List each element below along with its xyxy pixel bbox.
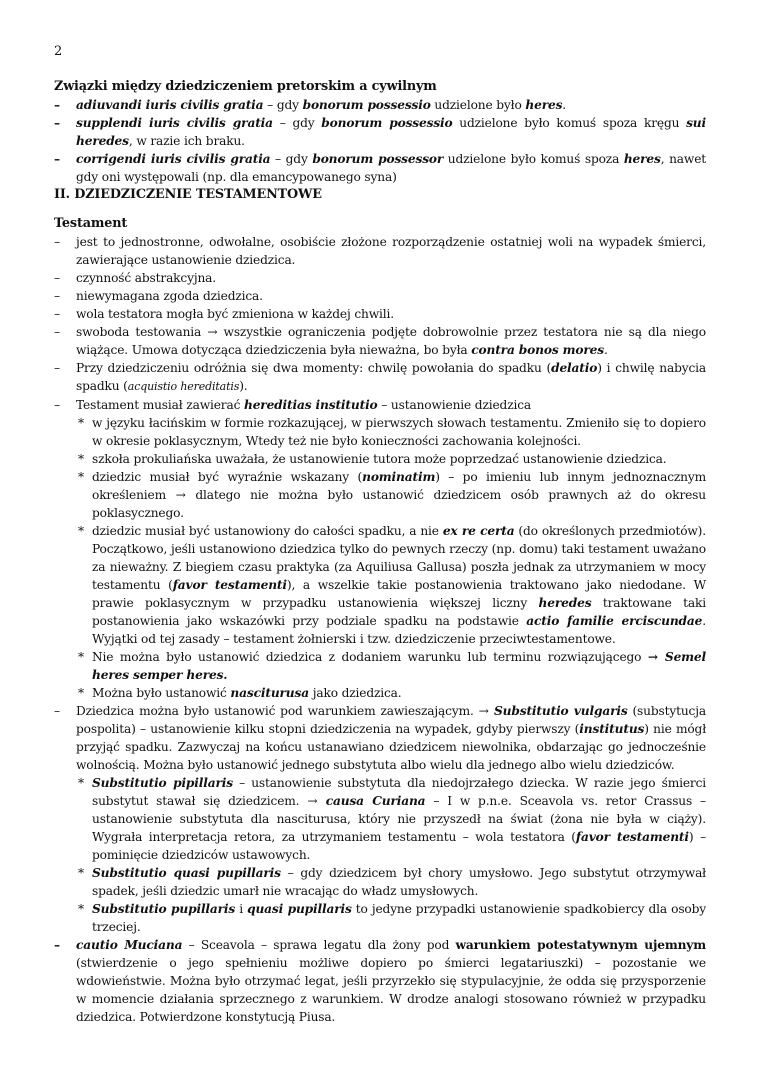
- page-number: 2: [54, 44, 63, 59]
- text: .: [562, 98, 567, 112]
- term: contra bonos mores: [471, 343, 604, 357]
- text: – gdy: [270, 152, 313, 166]
- term: heres: [525, 98, 563, 112]
- text: – Sceavola – sprawa legatu dla żony pod: [182, 938, 456, 952]
- bullet-star: *: [78, 776, 84, 790]
- text: ) – po imieniu lub innym jednoznacznym określeniem: [92, 470, 706, 502]
- sub-list-item: [54, 774, 706, 864]
- bullet-star: *: [78, 416, 84, 430]
- bullet-star: *: [78, 452, 84, 466]
- text: (substytucja pospolita) – ustanowienie kilku stopni dziedziczenia na wypadek, gdyby pierwszy (: [76, 704, 706, 736]
- term: Substitutio vulgaris: [488, 704, 628, 718]
- section-title: II. DZIEDZICZENIE TESTAMENTOWE: [54, 187, 322, 202]
- text: ) – pominięcie dziedziców ustawowych.: [92, 830, 707, 862]
- list-item: [54, 359, 706, 396]
- arrow-icon: →: [307, 794, 318, 808]
- bullet-dash: –: [54, 938, 60, 952]
- bullet-dash: –: [54, 307, 60, 321]
- term: corrigendi iuris civilis gratia: [76, 152, 271, 166]
- arrow-icon: →: [478, 704, 489, 718]
- text: ) nie mógł przyjąć spadku. Zazwyczaj na końcu ustanawiano dziedzicem niewolnika, obdarzając go jednocześnie wolnością. Można było ustanowić jednego substytuta albo wielu dla jednego albo wielu dziedziców.: [76, 722, 706, 772]
- list-item: [54, 702, 706, 774]
- bullet-dash: –: [54, 325, 60, 339]
- sub-list-item: [54, 468, 706, 522]
- text: , nawet gdy oni występowali (np. dla emancypowanego syna): [76, 152, 707, 184]
- list-item: [54, 305, 706, 323]
- sub-list-item: [54, 648, 706, 684]
- bullet-dash: –: [54, 116, 60, 130]
- text: Testament musiał zawierać: [76, 398, 244, 412]
- list-item: [54, 96, 706, 114]
- term: acquistio hereditatis: [127, 380, 240, 393]
- text: ), a wszelkie takie postanowienia traktowano jako niedodane. W prawie poklasycznym w przypadku ustanowienia większej liczny: [92, 578, 706, 610]
- arrow-icon: →: [175, 488, 186, 502]
- document-body: [54, 78, 706, 1026]
- list-item: [54, 269, 706, 287]
- term: heres: [623, 152, 661, 166]
- term: supplendi iuris civilis gratia: [76, 116, 273, 130]
- bullet-dash: –: [54, 398, 60, 412]
- heading-testament: Testament: [54, 216, 128, 231]
- term: ex re certa: [442, 524, 515, 538]
- text: ) i chwilę nabycia spadku (: [76, 361, 706, 393]
- list-item: [54, 396, 706, 414]
- sub-list-item: [54, 450, 706, 468]
- text: udzielone było komuś spoza: [443, 152, 624, 166]
- sub-list-item: [54, 900, 706, 936]
- text: . Wyjątki od tej zasady – testament żołnierski i tzw. dziedziczenie przeciwtestamentowe.: [92, 614, 706, 646]
- term: warunkiem potestatywnym ujemnym: [455, 938, 706, 952]
- text: i: [235, 902, 248, 916]
- bullet-star: *: [78, 650, 84, 664]
- bullet-dash: –: [54, 98, 60, 112]
- list-item: [54, 150, 706, 186]
- text: szkoła prokuliańska uważała, że ustanowienie tutora może poprzedzać ustanowienie dziedzica.: [92, 452, 667, 466]
- term: bonorum possessio: [302, 98, 431, 112]
- text: traktowane taki postanowienia jako wskazówki przy podziale spadku na podstawie: [92, 596, 706, 628]
- text: ).: [239, 379, 248, 393]
- text: jest to jednostronne, odwołalne, osobiście złożone rozporządzenie ostatniej woli na wypadek śmierci, zawierające ustanowienie dziedzica.: [76, 235, 706, 267]
- term: cautio Muciana: [76, 938, 183, 952]
- text: Dziedzica można było ustanowić pod warunkiem zawieszającym.: [76, 704, 479, 718]
- text: dlatego nie można było ustanowić dziedzicem osób prawnych aż do okresu poklasycznego.: [92, 488, 706, 520]
- bullet-star: *: [78, 524, 84, 538]
- bullet-star: *: [78, 470, 84, 484]
- text: – ustanowienie dziedzica: [377, 398, 531, 412]
- text: udzielone było komuś spoza kręgu: [452, 116, 687, 130]
- text: – I w p.n.e. Sceavola vs. retor Crassus – ustanowienie substytuta dla nasciturusa, który nie przyszedł na świat (żona nie była w ciąży). Wygrała interpretacja retora, za utrzymaniem testamentu – wola testatora (: [92, 794, 706, 844]
- term: adiuvandi iuris civilis gratia: [76, 98, 264, 112]
- text: dziedzic musiał być ustanowiony do całości spadku, a nie: [92, 524, 443, 538]
- bullet-dash: –: [54, 361, 60, 375]
- bullet-dash: –: [54, 152, 60, 166]
- term: bonorum possessor: [312, 152, 444, 166]
- term: sui heredes: [76, 116, 706, 148]
- bullet-dash: –: [54, 704, 60, 718]
- bullet-dash: –: [54, 235, 60, 249]
- list-item: [54, 936, 706, 1026]
- list-item: [54, 233, 706, 269]
- term: delatio: [551, 361, 598, 375]
- term: bonorum possessio: [321, 116, 453, 130]
- bullet-dash: –: [54, 271, 60, 285]
- text: – gdy: [263, 98, 303, 112]
- term: Semel heres semper heres.: [92, 650, 706, 682]
- sub-list-item: [54, 414, 706, 450]
- term: causa Curiana: [317, 794, 426, 808]
- bullet-star: *: [78, 686, 84, 700]
- sub-list-item: [54, 684, 706, 702]
- text: wola testatora mogła być zmieniona w każdej chwili.: [76, 307, 394, 321]
- text: to jedyne przypadki ustanowienie spadkobiercy dla osoby trzeciej.: [92, 902, 707, 934]
- term: nominatim: [362, 470, 436, 484]
- text: swoboda testowania: [76, 325, 208, 339]
- term: actio familie erciscundae: [526, 614, 703, 628]
- text: niewymagana zgoda dziedzica.: [76, 289, 263, 303]
- text: (do określonych przedmiotów). Początkowo, jeśli ustanowiono dziedzica tylko do pewnych rzeczy (np. domu) taki testament uważano za nieważny. Z biegiem czasu praktyka (za Aquiliusa Gallusa) poszła jednak za utrzymaniem w mocy testamentu (: [92, 524, 707, 592]
- text: .: [603, 343, 608, 357]
- term: Substitutio quasi pupillaris: [92, 866, 281, 880]
- arrow-icon: →: [207, 325, 218, 339]
- text: Można było ustanowić: [92, 686, 231, 700]
- term: favor testamenti: [575, 830, 689, 844]
- text: udzielone było: [430, 98, 526, 112]
- heading-pretorian-civil: Związki między dziedziczeniem pretorskim a cywilnym: [54, 79, 437, 94]
- text: w języku łacińskim w formie rozkazującej, w pierwszych słowach testamentu. Zmieniło się to dopiero w okresie poklasycznym, Wtedy też nie było konieczności zachowania kolejności.: [92, 416, 706, 448]
- text: wszystkie ograniczenia podjęte dobrowolnie przez testatora nie są dla niego wiążące. Umowa dotycząca dziedziczenia była nieważna, bo była: [76, 325, 706, 357]
- bullet-star: *: [78, 902, 84, 916]
- sub-list-item: [54, 522, 706, 648]
- text: (stwierdzenie o jego spełnieniu możliwe dopiero po śmierci legatariuszki) – pozostanie we wdowieństwie. Można było otrzymać legat, jeśli przyrzekło się stypulacyjnie, że odda się przysporzenie w momencie działania sprzecznego z warunkiem. W drodze analogi stosowano również w przypadku dziedzica. Potwierdzone konstytucją Piusa.: [76, 956, 706, 1024]
- bullet-star: *: [78, 866, 84, 880]
- bullet-dash: –: [54, 289, 60, 303]
- text: Nie można było ustanowić dziedzica z dodaniem warunku lub terminu rozwiązującego: [92, 650, 648, 664]
- text: czynność abstrakcyjna.: [76, 271, 216, 285]
- text: – gdy dziedzicem był chory umysłowo. Jego substytut otrzymywał spadek, jeśli dziedzic umarł nie wracając do władz umysłowych.: [92, 866, 706, 898]
- list-item: [54, 287, 706, 305]
- text: – gdy: [272, 116, 322, 130]
- term: hereditias institutio: [243, 398, 378, 412]
- sub-list-item: [54, 864, 706, 900]
- text: jako dziedzica.: [308, 686, 402, 700]
- arrow-icon: →: [647, 650, 658, 664]
- text: Przy dziedziczeniu odróżnia się dwa momenty: chwilę powołania do spadku (: [76, 361, 552, 375]
- term: favor testamenti: [172, 578, 287, 592]
- term: institutus: [579, 722, 645, 736]
- list-item: [54, 114, 706, 150]
- text: , w razie ich braku.: [128, 134, 245, 148]
- text: – ustanowienie substytuta dla niedojrzałego dziecka. W razie jego śmierci substytut stawał się dziedzicem.: [92, 776, 707, 808]
- text: dziedzic musiał być wyraźnie wskazany (: [92, 470, 363, 484]
- term: heredes: [538, 596, 592, 610]
- term: quasi pupillaris: [247, 902, 352, 916]
- term: Substitutio pipillaris: [92, 776, 233, 790]
- term: nasciturusa: [230, 686, 309, 700]
- list-item: [54, 323, 706, 359]
- term: Substitutio pupillaris: [92, 902, 236, 916]
